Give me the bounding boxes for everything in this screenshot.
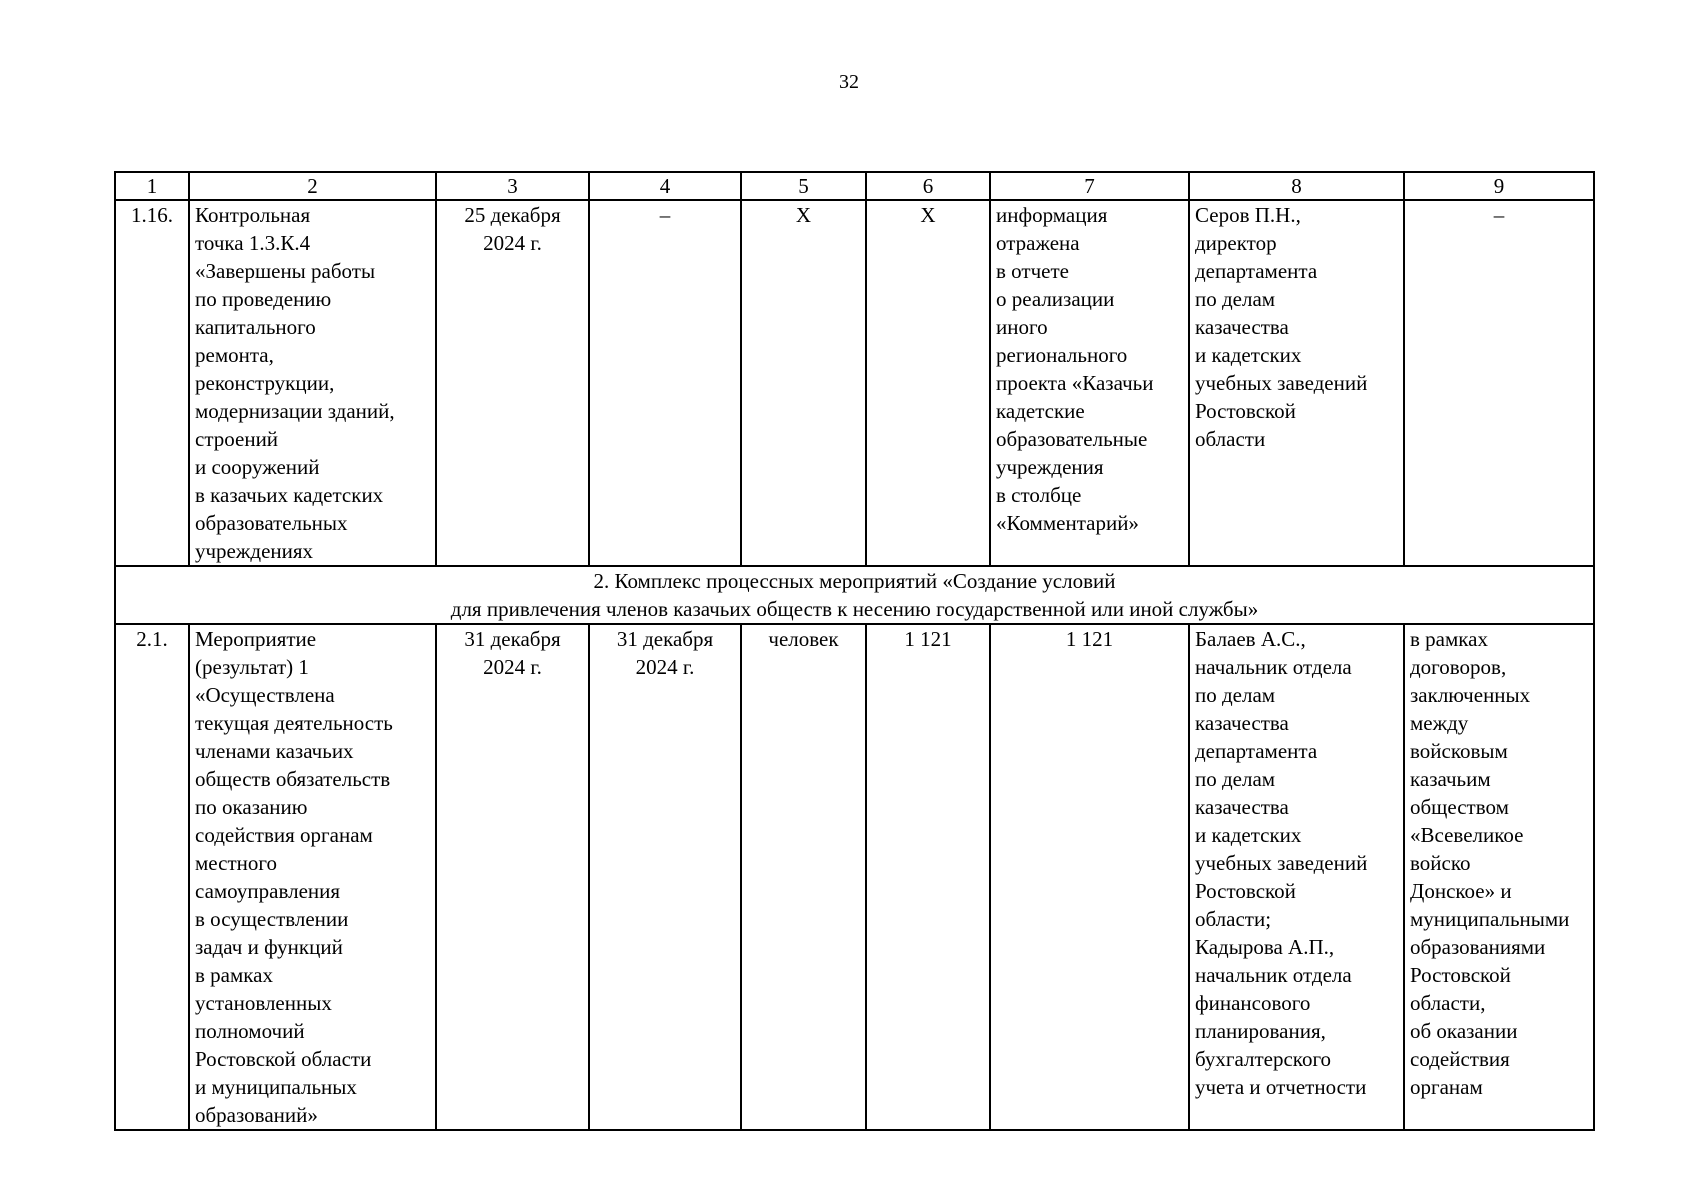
cell-deadline: 31 декабря 2024 г. bbox=[436, 624, 589, 1130]
table-row bbox=[115, 624, 1594, 1130]
cell-col9: в рамках договоров, заключенных между войсковым казачьим обществом «Всевеликое войско Донское» и муниципальными образованиями Ростовской области, об оказании содействия органам bbox=[1404, 624, 1594, 1130]
cell-col7: 1 121 bbox=[990, 624, 1189, 1130]
cell-col7: информация отражена в отчете о реализации иного регионального проекта «Казачьи кадетские образовательные учреждения в столбце «Комментарий» bbox=[990, 200, 1189, 566]
section-heading-line2: для привлечения членов казачьих обществ к несению государственной или иной службы» bbox=[450, 597, 1259, 621]
column-header: 3 bbox=[436, 172, 589, 200]
table-row bbox=[115, 200, 1594, 566]
cell-col4: 31 декабря 2024 г. bbox=[589, 624, 741, 1130]
column-header: 6 bbox=[866, 172, 990, 200]
page-number: 32 bbox=[839, 71, 859, 93]
row-number: 2.1. bbox=[115, 624, 189, 1130]
row-name: Контрольная точка 1.3.К.4 «Завершены работы по проведению капитального ремонта, реконструкции, модернизации зданий, строений и сооружений в казачьих кадетских образовательных учреждениях bbox=[189, 200, 436, 566]
cell-col4: – bbox=[589, 200, 741, 566]
cell-col5: человек bbox=[741, 624, 866, 1130]
column-number-row bbox=[115, 172, 1594, 200]
column-header: 9 bbox=[1404, 172, 1594, 200]
row-name: Мероприятие (результат) 1 «Осуществлена текущая деятельность членами казачьих обществ обязательств по оказанию содействия органам местного самоуправления в осуществлении задач и функций в рамках установленных полномочий Ростовской области и муниципальных образований» bbox=[189, 624, 436, 1130]
column-header: 8 bbox=[1189, 172, 1404, 200]
cell-responsible: Серов П.Н., директор департамента по делам казачества и кадетских учебных заведений Ростовской области bbox=[1189, 200, 1404, 566]
cell-col9: – bbox=[1404, 200, 1594, 566]
column-header: 1 bbox=[115, 172, 189, 200]
cell-deadline: 25 декабря 2024 г. bbox=[436, 200, 589, 566]
column-header: 4 bbox=[589, 172, 741, 200]
cell-responsible: Балаев А.С., начальник отдела по делам казачества департамента по делам казачества и кадетских учебных заведений Ростовской области; Кадырова А.П., начальник отдела финансового планирования, бухгалтерского учета и отчетности bbox=[1189, 624, 1404, 1130]
column-header: 7 bbox=[990, 172, 1189, 200]
cell-col5: Х bbox=[741, 200, 866, 566]
section-heading bbox=[115, 566, 1594, 624]
plan-table bbox=[114, 171, 1595, 1131]
section-heading-line1: 2. Комплекс процессных мероприятий «Создание условий bbox=[593, 569, 1116, 593]
section-heading-row bbox=[115, 566, 1594, 624]
column-header: 2 bbox=[189, 172, 436, 200]
cell-col6: Х bbox=[866, 200, 990, 566]
column-header: 5 bbox=[741, 172, 866, 200]
cell-col6: 1 121 bbox=[866, 624, 990, 1130]
row-number: 1.16. bbox=[115, 200, 189, 566]
